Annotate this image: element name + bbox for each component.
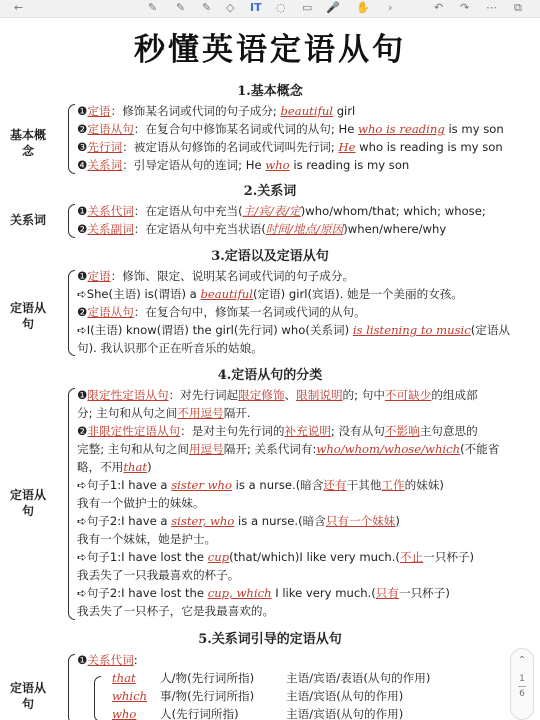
section-heading-2: 2.关系词 [243, 184, 297, 199]
example-line: ➪She(主语) is(谓语) a beautiful(定语) girl(宾语). 她是一个美丽的女孩。 [77, 287, 463, 301]
example-line: ➪句子2:I have a sister, who is a nurse.(暗含只有一个妹妹) [77, 514, 400, 528]
highlighter-icon[interactable]: ✎ [202, 1, 212, 14]
brace [68, 270, 75, 356]
relative-pronoun: who [112, 707, 137, 720]
brace [68, 654, 75, 720]
relative-pronoun-desc: 人(先行词所指) [160, 707, 239, 720]
page-scroller[interactable] [510, 648, 534, 720]
list-item: 分; 主句和从句之间不用逗号隔开. [77, 406, 251, 420]
page-title: 秒懂英语定语从句 [134, 32, 406, 68]
relative-pronoun-role: 主语/宾语(从句的作用) [286, 689, 404, 703]
brace [68, 388, 75, 620]
example-line: ➪句子1:I have a sister who is a nurse.(暗含还有干其他工作的妹妹) [77, 478, 444, 492]
page-total: 6 [519, 689, 525, 699]
list-item: ❶定语：修饰某名词或代词的句子成分; beautiful girl [77, 104, 356, 118]
page-current: 1 [519, 674, 525, 684]
list-item: ❷关系副词：在定语从句中充当状语(时间/地点/原因)when/where/why [77, 222, 447, 236]
list-item: 完整; 主句和从句之间用逗号隔开; 关系代词有:who/whom/whose/which(不能省 [77, 442, 500, 456]
toolbar [0, 0, 540, 18]
brace [68, 204, 75, 238]
section-heading-3: 3.定语以及定语从句 [211, 249, 329, 264]
list-item: ❸先行词：被定语从句修饰的名词或代词叫先行词; He who is reading is my son [77, 140, 503, 154]
relative-pronoun-desc: 事/物(先行词所指) [160, 689, 255, 703]
pen-tool-icon[interactable]: ✎ [176, 1, 186, 14]
translation-line: 我有一个做护士的妹妹。 [77, 496, 205, 510]
side-label-attributive-clause: 定语从句 [10, 301, 47, 331]
list-item: ❷定语从句：在复合句中修饰某名词或代词的从句; He who is reading is my son [77, 122, 504, 136]
list-item: ❶定语：修饰、限定、说明某名词或代词的句子成分。 [77, 269, 355, 283]
list-item: ❶关系代词：在定语从句中充当(主/宾/表/定)who/whom/that; which; whose; [77, 204, 486, 218]
relative-pronoun: that [112, 671, 136, 685]
translation-line: 我丢失了一只我最喜欢的杯子。 [77, 568, 240, 582]
copy-icon[interactable]: ⧉ [514, 1, 522, 14]
translation-line: 我丢失了一只杯子，它是我最喜欢的。 [77, 604, 275, 618]
list-item: ❶关系代词: [77, 653, 138, 667]
side-label-classification: 定语从句 [10, 488, 47, 518]
section-heading-5: 5.关系词引导的定语从句 [198, 632, 342, 647]
side-label-basic: 基本概念 [10, 128, 47, 158]
list-item: 略，不用that) [77, 460, 152, 474]
side-label-relative-words: 关系词 [9, 213, 46, 227]
back-icon[interactable]: ← [14, 1, 24, 14]
example-line: 句). 我认识那个正在听音乐的姑娘。 [77, 341, 263, 355]
undo-icon[interactable]: ↶ [434, 1, 444, 14]
lasso-icon[interactable]: ◌ [276, 1, 286, 14]
hand-icon[interactable]: ✋ [356, 1, 370, 14]
list-item: ❷非限定性定语从句：是对主句先行词的补充说明; 没有从句不影响主句意思的 [77, 424, 478, 438]
section-heading-1: 1.基本概念 [237, 84, 303, 99]
list-item: ❹关系词：引导定语从句的连词; He who is reading is my son [77, 158, 410, 172]
list-item: ❶限定性定语从句：对先行词起限定修饰、限制说明的; 句中不可缺少的组成部 [77, 388, 478, 402]
list-item: ❷定语从句：在复合句中，修饰某一名词或代词的从句。 [77, 305, 366, 319]
brace [68, 104, 75, 174]
chevron-right-icon[interactable]: › [388, 1, 393, 14]
eraser-icon[interactable]: ◇ [226, 1, 235, 14]
example-line: ➪I(主语) know(谓语) the girl(先行词) who(关系词) is listening to music(定语从 [77, 323, 511, 337]
translation-line: 我有一个妹妹，她是护士。 [77, 532, 217, 546]
example-line: ➪句子1:I have lost the cup(that/which)I like very much.(不止一只杯子) [77, 550, 475, 564]
image-icon[interactable]: ▭ [302, 1, 313, 14]
relative-pronoun-desc: 人/物(先行词所指) [160, 671, 255, 685]
divider [518, 686, 526, 687]
brace [94, 676, 101, 720]
more-icon[interactable]: ⋯ [486, 1, 497, 14]
example-line: ➪句子2:I have lost the cup, which I like very much.(只有一只杯子) [77, 586, 450, 600]
chevron-up-icon[interactable]: ⌃ [517, 655, 527, 666]
section-heading-4: 4.定语从句的分类 [217, 368, 323, 383]
redo-icon[interactable]: ↷ [460, 1, 470, 14]
microphone-icon[interactable]: 🎤 [326, 1, 340, 14]
side-label-relative-pronoun-clause: 定语从句 [10, 681, 47, 711]
text-tool-icon[interactable]: ⅠT [250, 1, 262, 14]
relative-pronoun-role: 主语/宾语(从句的作用) [286, 707, 404, 720]
relative-pronoun: which [112, 689, 148, 703]
pen-tool-icon[interactable]: ✎ [148, 1, 158, 14]
relative-pronoun-role: 主语/宾语/表语(从句的作用) [286, 671, 431, 685]
